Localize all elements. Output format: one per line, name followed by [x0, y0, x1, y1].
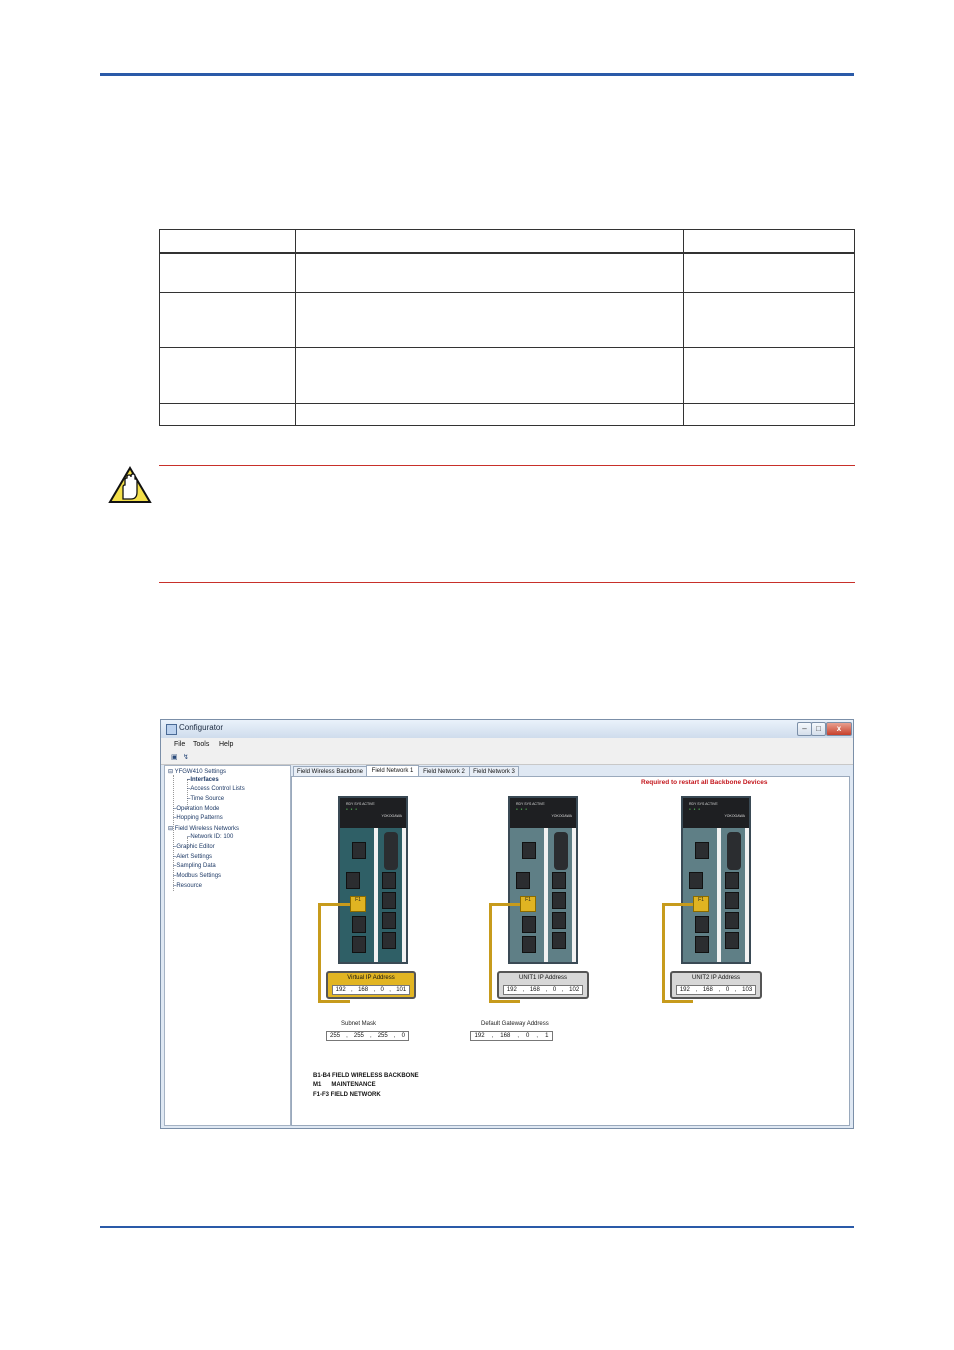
tree-guide	[187, 779, 188, 809]
tree-item-network-id[interactable]: –Network ID: 100	[187, 834, 234, 840]
ip-octet[interactable]: 101	[396, 987, 407, 993]
tab-field-network-1[interactable]: Field Network 1	[366, 765, 419, 778]
f1-port-tag: F1	[693, 896, 709, 912]
device-brand: YOKOGAWA	[724, 814, 745, 818]
port	[516, 872, 530, 889]
tree-item-operation-mode[interactable]: –Operation Mode	[173, 806, 220, 812]
tree-item-label: Interfaces	[190, 777, 219, 783]
gateway-octet[interactable]: 168	[500, 1033, 511, 1039]
virtual-ip-title: Virtual IP Address	[347, 975, 395, 981]
tree-item-interfaces[interactable]: –Interfaces	[187, 777, 219, 783]
subnet-octet[interactable]: 255	[353, 1033, 364, 1039]
device-header	[683, 798, 749, 828]
gateway-octet[interactable]: 1	[545, 1033, 549, 1039]
serial-port	[554, 832, 568, 870]
ip-octet[interactable]: 103	[742, 987, 753, 993]
page-header-rule	[100, 73, 854, 76]
port	[352, 936, 366, 953]
port	[552, 892, 566, 909]
subnet-octet[interactable]: 255	[330, 1033, 341, 1039]
tree-item-label: Graphic Editor	[176, 844, 215, 850]
led-indicators: ● ● ●	[689, 807, 702, 811]
ip-octet[interactable]: 102	[569, 987, 580, 993]
tree-item-label: Hopping Patterns	[176, 815, 223, 821]
caution-bottom-rule	[159, 582, 855, 583]
ip-octet[interactable]: 192	[506, 987, 517, 993]
port	[522, 936, 536, 953]
ip-octet[interactable]: 168	[529, 987, 540, 993]
serial-port	[384, 832, 398, 870]
port	[725, 872, 739, 889]
minimize-button[interactable]: –	[797, 722, 812, 736]
tree-item-alert-settings[interactable]: –Alert Settings	[173, 854, 213, 860]
maximize-button[interactable]: □	[811, 722, 826, 736]
port	[725, 932, 739, 949]
port	[695, 842, 709, 859]
field-network-panel	[291, 776, 850, 1126]
tree-item-field-wireless-networks[interactable]: ⊟ Field Wireless Networks	[168, 826, 240, 832]
settings-tree	[164, 765, 291, 1126]
table-row	[160, 253, 855, 292]
unit2-ip-box	[670, 971, 762, 999]
unit1-ip-box	[497, 971, 589, 999]
f1-port-tag: F1	[520, 896, 536, 912]
device-label: RDY SYS ACTIVE	[689, 802, 718, 806]
port	[552, 912, 566, 929]
subnet-mask-label: Subnet Mask	[341, 1021, 377, 1027]
ip-octet[interactable]: 0	[552, 987, 557, 993]
tree-item-graphic-editor[interactable]: –Graphic Editor	[173, 844, 215, 850]
menu-help[interactable]: Help	[219, 741, 234, 748]
tab-field-network-2[interactable]: Field Network 2	[418, 766, 470, 777]
document-table	[159, 229, 855, 426]
page-footer-rule	[100, 1226, 854, 1228]
tree-item-label: Sampling Data	[176, 863, 216, 869]
tree-item-label: Modbus Settings	[176, 873, 222, 879]
port	[352, 842, 366, 859]
ip-octet[interactable]: 168	[358, 987, 369, 993]
port	[552, 932, 566, 949]
tree-item-time-source[interactable]: –Time Source	[187, 796, 225, 802]
port	[382, 912, 396, 929]
legend-maintenance: M1 MAINTENANCE	[313, 1082, 376, 1088]
device-stripe	[402, 828, 406, 962]
default-gateway-label: Default Gateway Address	[481, 1021, 549, 1027]
device-brand: YOKOGAWA	[381, 814, 402, 818]
unit2-ip-title: UNIT2 IP Address	[692, 975, 740, 981]
app-icon	[166, 724, 177, 735]
led-indicators: ● ● ●	[346, 807, 359, 811]
title-bar	[161, 720, 853, 738]
tree-root-yfgw410[interactable]: ⊟ YFGW410 Settings	[168, 769, 226, 775]
device-brand: YOKOGAWA	[551, 814, 572, 818]
unit2-ip-input[interactable]: 192 , 168 , 0 , 103	[676, 985, 756, 995]
port	[522, 916, 536, 933]
configurator-window	[160, 719, 854, 1129]
subnet-mask-input[interactable]: 255 , 255 , 255 , 0	[326, 1031, 409, 1041]
tree-item-sampling-data[interactable]: –Sampling Data	[173, 863, 216, 869]
port	[382, 892, 396, 909]
tree-item-label: Field Wireless Networks	[174, 826, 240, 832]
tab-field-wireless-backbone[interactable]: Field Wireless Backbone	[293, 766, 367, 777]
ip-octet[interactable]: 192	[679, 987, 690, 993]
device-stripe	[717, 828, 721, 962]
port	[382, 932, 396, 949]
device-stripe	[544, 828, 548, 962]
device-header	[340, 798, 406, 828]
device-label: RDY SYS ACTIVE	[346, 802, 375, 806]
f1-port-tag: F1	[350, 896, 366, 912]
close-button[interactable]: x	[826, 722, 852, 736]
ip-octet[interactable]: 0	[725, 987, 730, 993]
tab-field-network-3[interactable]: Field Network 3	[469, 766, 519, 777]
device-stripe	[572, 828, 576, 962]
tree-item-access-control[interactable]: –Access Control Lists	[187, 786, 245, 792]
port	[689, 872, 703, 889]
device-stripe	[374, 828, 378, 962]
device-label: RDY SYS ACTIVE	[516, 802, 545, 806]
ip-octet[interactable]: 0	[380, 987, 384, 993]
tree-item-label: Resource	[176, 883, 203, 889]
table-header-row	[160, 230, 855, 254]
port	[346, 872, 360, 889]
device-stripe	[745, 828, 749, 962]
tree-item-label: Access Control Lists	[190, 786, 245, 792]
port	[725, 912, 739, 929]
tree-item-label: Alert Settings	[176, 854, 213, 860]
port	[695, 916, 709, 933]
gateway-octet[interactable]: 192	[474, 1033, 485, 1039]
unit1-ip-input[interactable]: 192 , 168 , 0 , 102	[503, 985, 583, 995]
port	[352, 916, 366, 933]
menu-tools[interactable]: Tools	[193, 741, 210, 748]
legend-field-network: F1-F3 FIELD NETWORK	[313, 1092, 381, 1098]
save-icon[interactable]: ▣	[171, 754, 178, 761]
subnet-octet[interactable]: 0	[401, 1033, 405, 1039]
device-header	[510, 798, 576, 828]
led-indicators: ● ● ●	[516, 807, 529, 811]
tree-item-hopping-patterns[interactable]: –Hopping Patterns	[173, 815, 223, 821]
port	[552, 872, 566, 889]
tree-item-label: Network ID: 100	[190, 834, 234, 840]
subnet-octet[interactable]: 255	[377, 1033, 388, 1039]
legend-backbone: B1-B4 FIELD WIRELESS BACKBONE	[313, 1073, 419, 1079]
toolbar	[161, 752, 853, 765]
tree-item-modbus-settings[interactable]: –Modbus Settings	[173, 873, 222, 879]
ip-octet[interactable]: 192	[335, 987, 346, 993]
serial-port	[727, 832, 741, 870]
port	[382, 872, 396, 889]
default-gateway-input[interactable]: 192 , 168 , 0 , 1	[470, 1031, 553, 1041]
virtual-ip-box	[326, 971, 416, 999]
tree-root-label: YFGW410 Settings	[174, 769, 226, 775]
table-row	[160, 347, 855, 403]
restart-warning: Required to restart all Backbone Devices	[641, 779, 768, 786]
ip-octet[interactable]: 168	[702, 987, 713, 993]
virtual-ip-input[interactable]: 192 , 168 , 0 , 101	[332, 985, 410, 995]
window-title: Configurator	[179, 723, 224, 732]
table-row	[160, 292, 855, 347]
tree-item-label: Time Source	[190, 796, 225, 802]
port	[522, 842, 536, 859]
unit1-ip-title: UNIT1 IP Address	[519, 975, 567, 981]
connect-icon[interactable]: ↯	[183, 754, 189, 761]
port	[695, 936, 709, 953]
caution-top-rule	[159, 465, 855, 466]
tree-item-label: Operation Mode	[176, 806, 220, 812]
menu-file[interactable]: File	[174, 741, 186, 748]
gateway-octet[interactable]: 0	[526, 1033, 530, 1039]
caution-hand-icon	[108, 466, 152, 504]
tree-item-resource[interactable]: –Resource	[173, 883, 203, 889]
menu-bar	[161, 738, 853, 752]
port	[725, 892, 739, 909]
table-row	[160, 403, 855, 425]
